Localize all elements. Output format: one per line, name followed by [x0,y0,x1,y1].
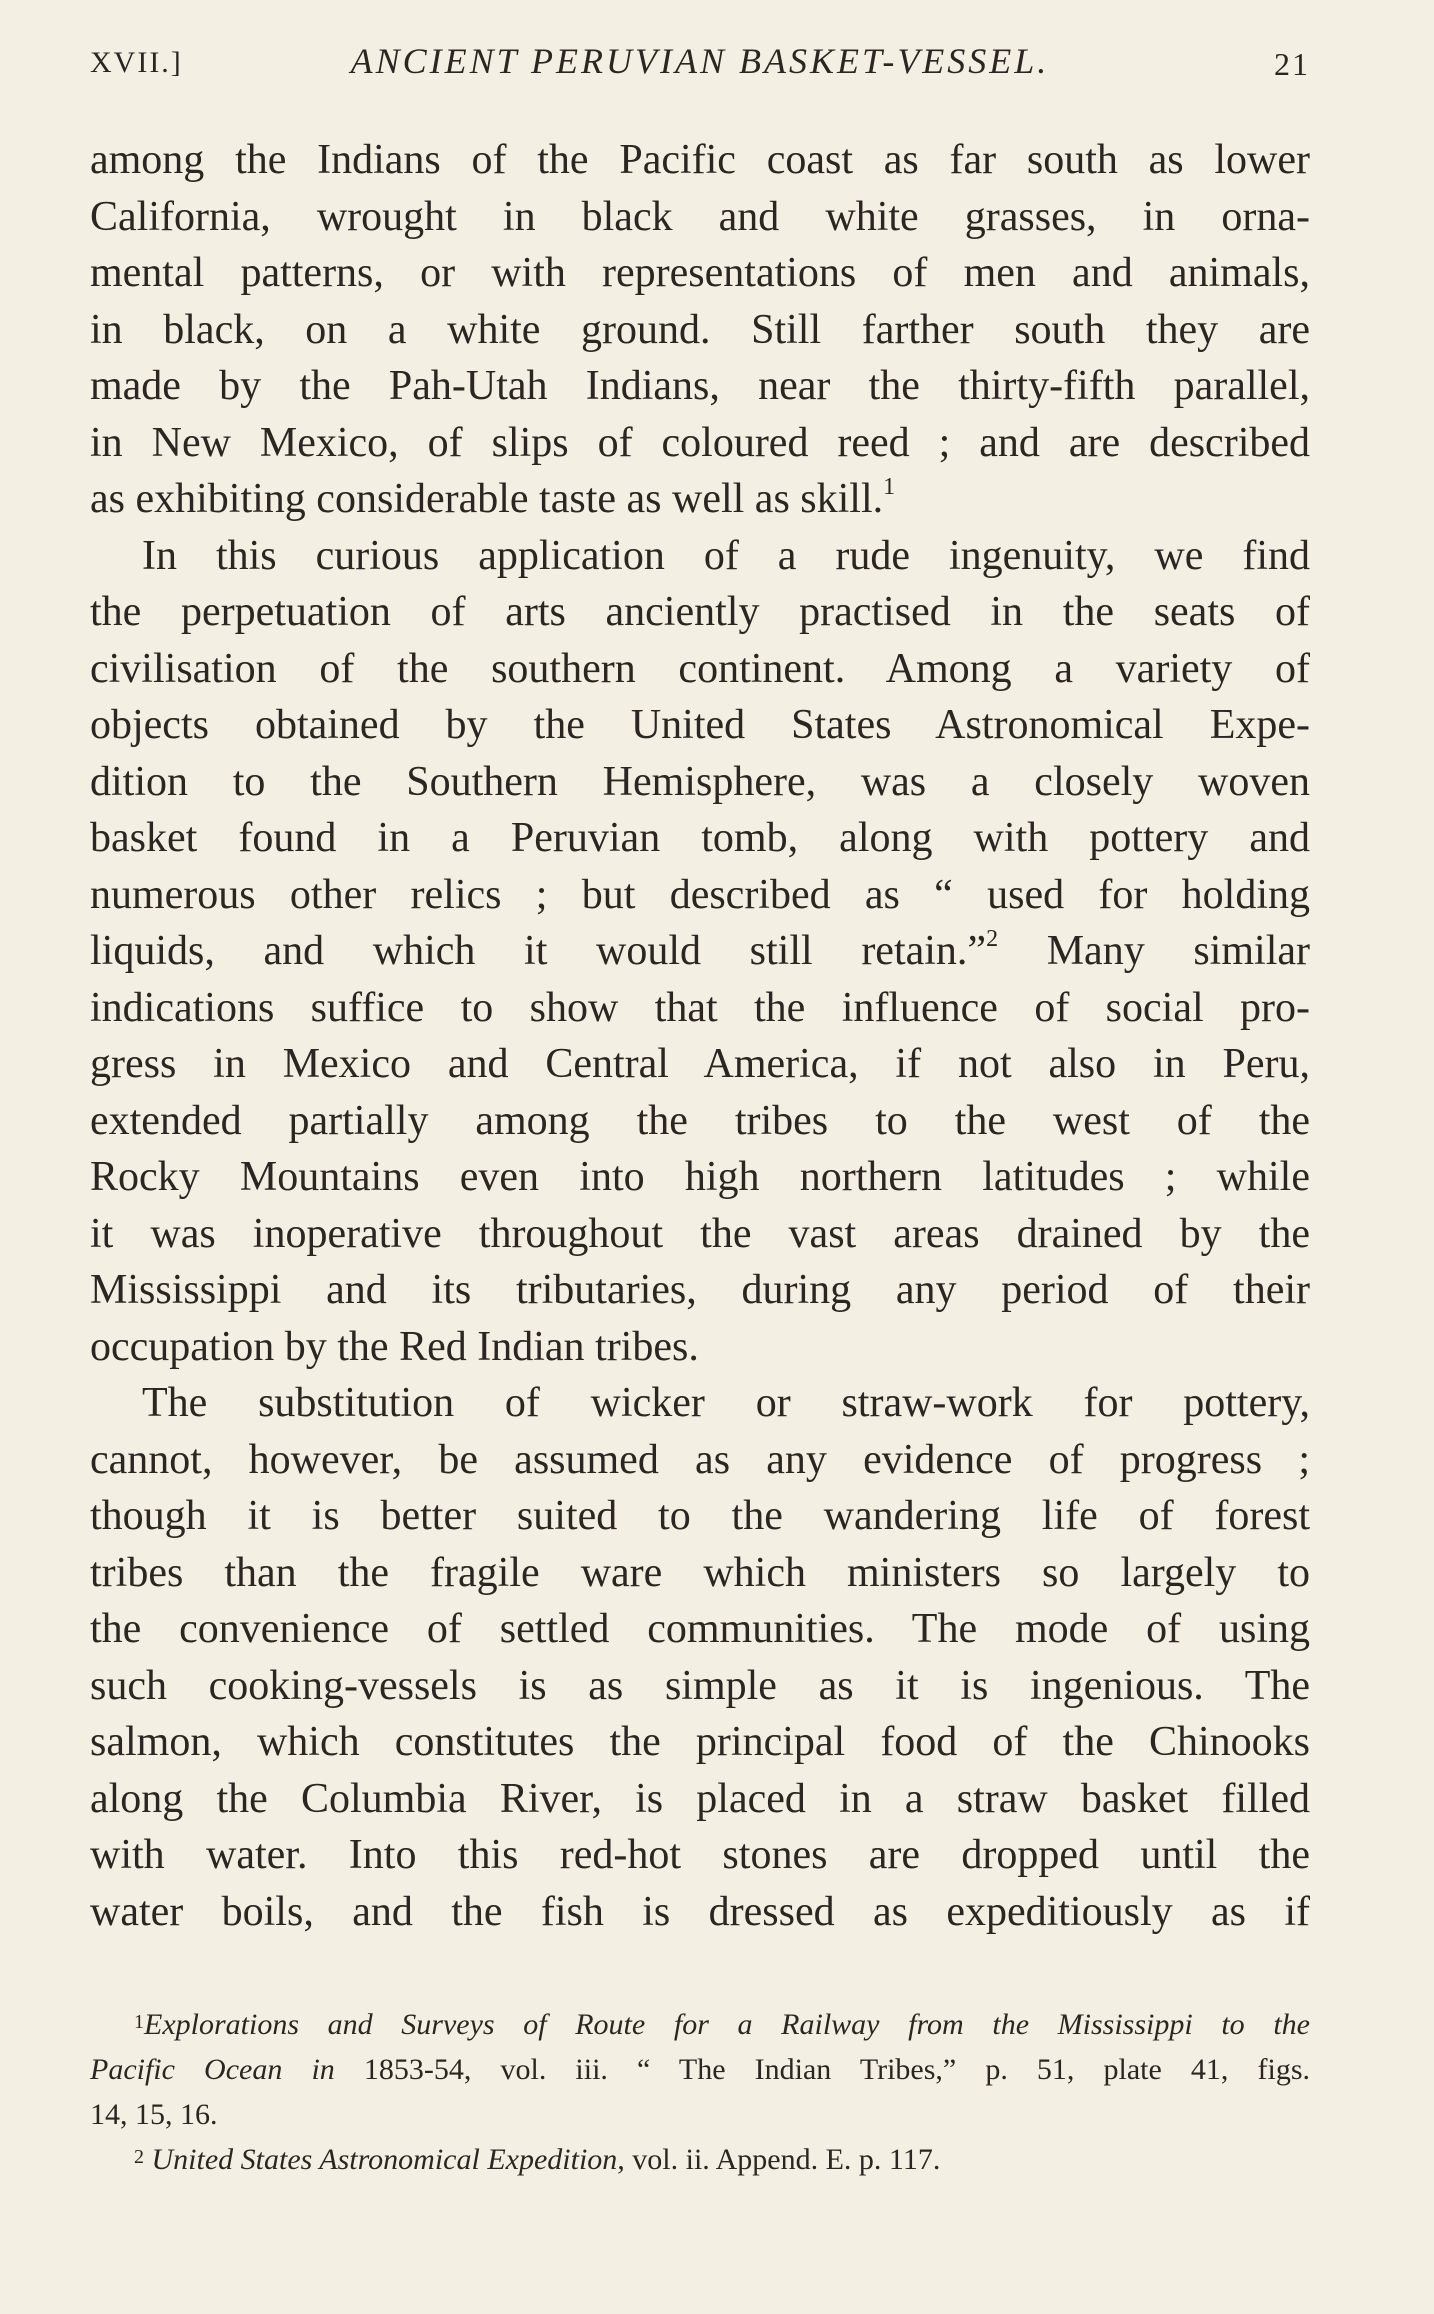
text-line: objects obtained by the United States Astronomical Expe- [90,702,1310,748]
text-line: among the Indians of the Pacific coast as far south as lower [90,137,1310,183]
text-line: salmon, which constitutes the principal food of the Chinooks [90,1719,1310,1765]
footnote-marker: 2 [134,2146,144,2168]
footnote-text: 1853-54, vol. iii. “ The Indian Tribes,” p. 51, plate 41, figs. [334,2053,1311,2086]
footnote-ref[interactable]: 2 [986,926,999,952]
chapter-marker: XVII.] [90,46,183,79]
text-line: basket found in a Peruvian tomb, along with pottery and [90,815,1310,861]
running-title: ANCIENT PERUVIAN BASKET-VESSEL. [350,41,1050,81]
text-line: mental patterns, or with representations of men and animals, [90,250,1310,296]
footnote-title: United States Astronomical Expedition, [151,2143,625,2176]
text-line: dition to the Southern Hemisphere, was a closely woven [90,758,1310,805]
line-text: as exhibiting considerable taste as well as skill. [90,476,884,522]
line-text: Many similar [998,928,1310,974]
footnotes [90,2002,1310,2182]
footnote-ref[interactable]: 1 [883,474,896,500]
text-line: Rocky Mountains even into high northern latitudes ; while [90,1154,1310,1200]
text-line: The substitution of wicker or straw-work for pottery, [142,1380,1310,1426]
text-line: indications suffice to show that the influence of social pro- [90,984,1310,1031]
text-line: though it is better suited to the wandering life of forest [90,1493,1310,1539]
footnote-2 [90,2137,1310,2182]
text-line: such cooking-vessels is as simple as it is ingenious. The [90,1662,1310,1709]
text-line: civilisation of the southern continent. Among a variety of [90,645,1310,692]
text-line: gress in Mexico and Central America, if not also in Peru, [90,1041,1310,1087]
text-line: along the Columbia River, is placed in a straw basket filled [90,1775,1310,1822]
text-line: cannot, however, be assumed as any evidence of progress ; [90,1436,1310,1483]
text-line: the perpetuation of arts anciently practised in the seats of [90,589,1310,635]
text-line: in black, on a white ground. Still farther south they are [90,306,1310,353]
text-line: it was inoperative throughout the vast areas drained by the [90,1210,1310,1257]
page-number: 21 [1274,46,1310,82]
text-line: with water. Into this red-hot stones are dropped until the [90,1832,1310,1878]
text-line: extended partially among the tribes to the west of the [90,1097,1310,1144]
text-line: Mississippi and its tributaries, during any period of their [90,1267,1310,1313]
footnote-1-cont [90,2047,1310,2092]
text-line: California, wrought in black and white grasses, in orna- [90,193,1310,240]
text-line [90,471,1310,528]
line-text: liquids, and which it would still retain.” [90,928,987,974]
footnote-title: Explorations and Surveys of Route for a Railway from the Mississippi to the [144,2008,1310,2041]
footnote-text: vol. ii. Append. E. p. 117. [624,2143,941,2176]
text-line [90,923,1310,980]
text-line: numerous other relics ; but described as “ used for holding [90,871,1310,918]
footnote-marker: 1 [134,2011,144,2033]
running-header [90,40,1310,90]
text-line: tribes than the fragile ware which ministers so largely to [90,1549,1310,1596]
text-line: in New Mexico, of slips of coloured reed ; and are described [90,419,1310,466]
body-text [90,132,1310,1940]
text-line: water boils, and the fish is dressed as expeditiously as if [90,1888,1310,1935]
text-line: In this curious application of a rude ingenuity, we find [142,532,1310,579]
footnote-title: Pacific Ocean in [90,2053,335,2086]
text-line: the convenience of settled communities. The mode of using [90,1606,1310,1652]
text-line: occupation by the Red Indian tribes. [90,1323,699,1370]
footnote-1 [90,2002,1310,2047]
text-line: made by the Pah-Utah Indians, near the thirty-fifth parallel, [90,363,1310,409]
footnote-1-end: 14, 15, 16. [90,2098,218,2131]
